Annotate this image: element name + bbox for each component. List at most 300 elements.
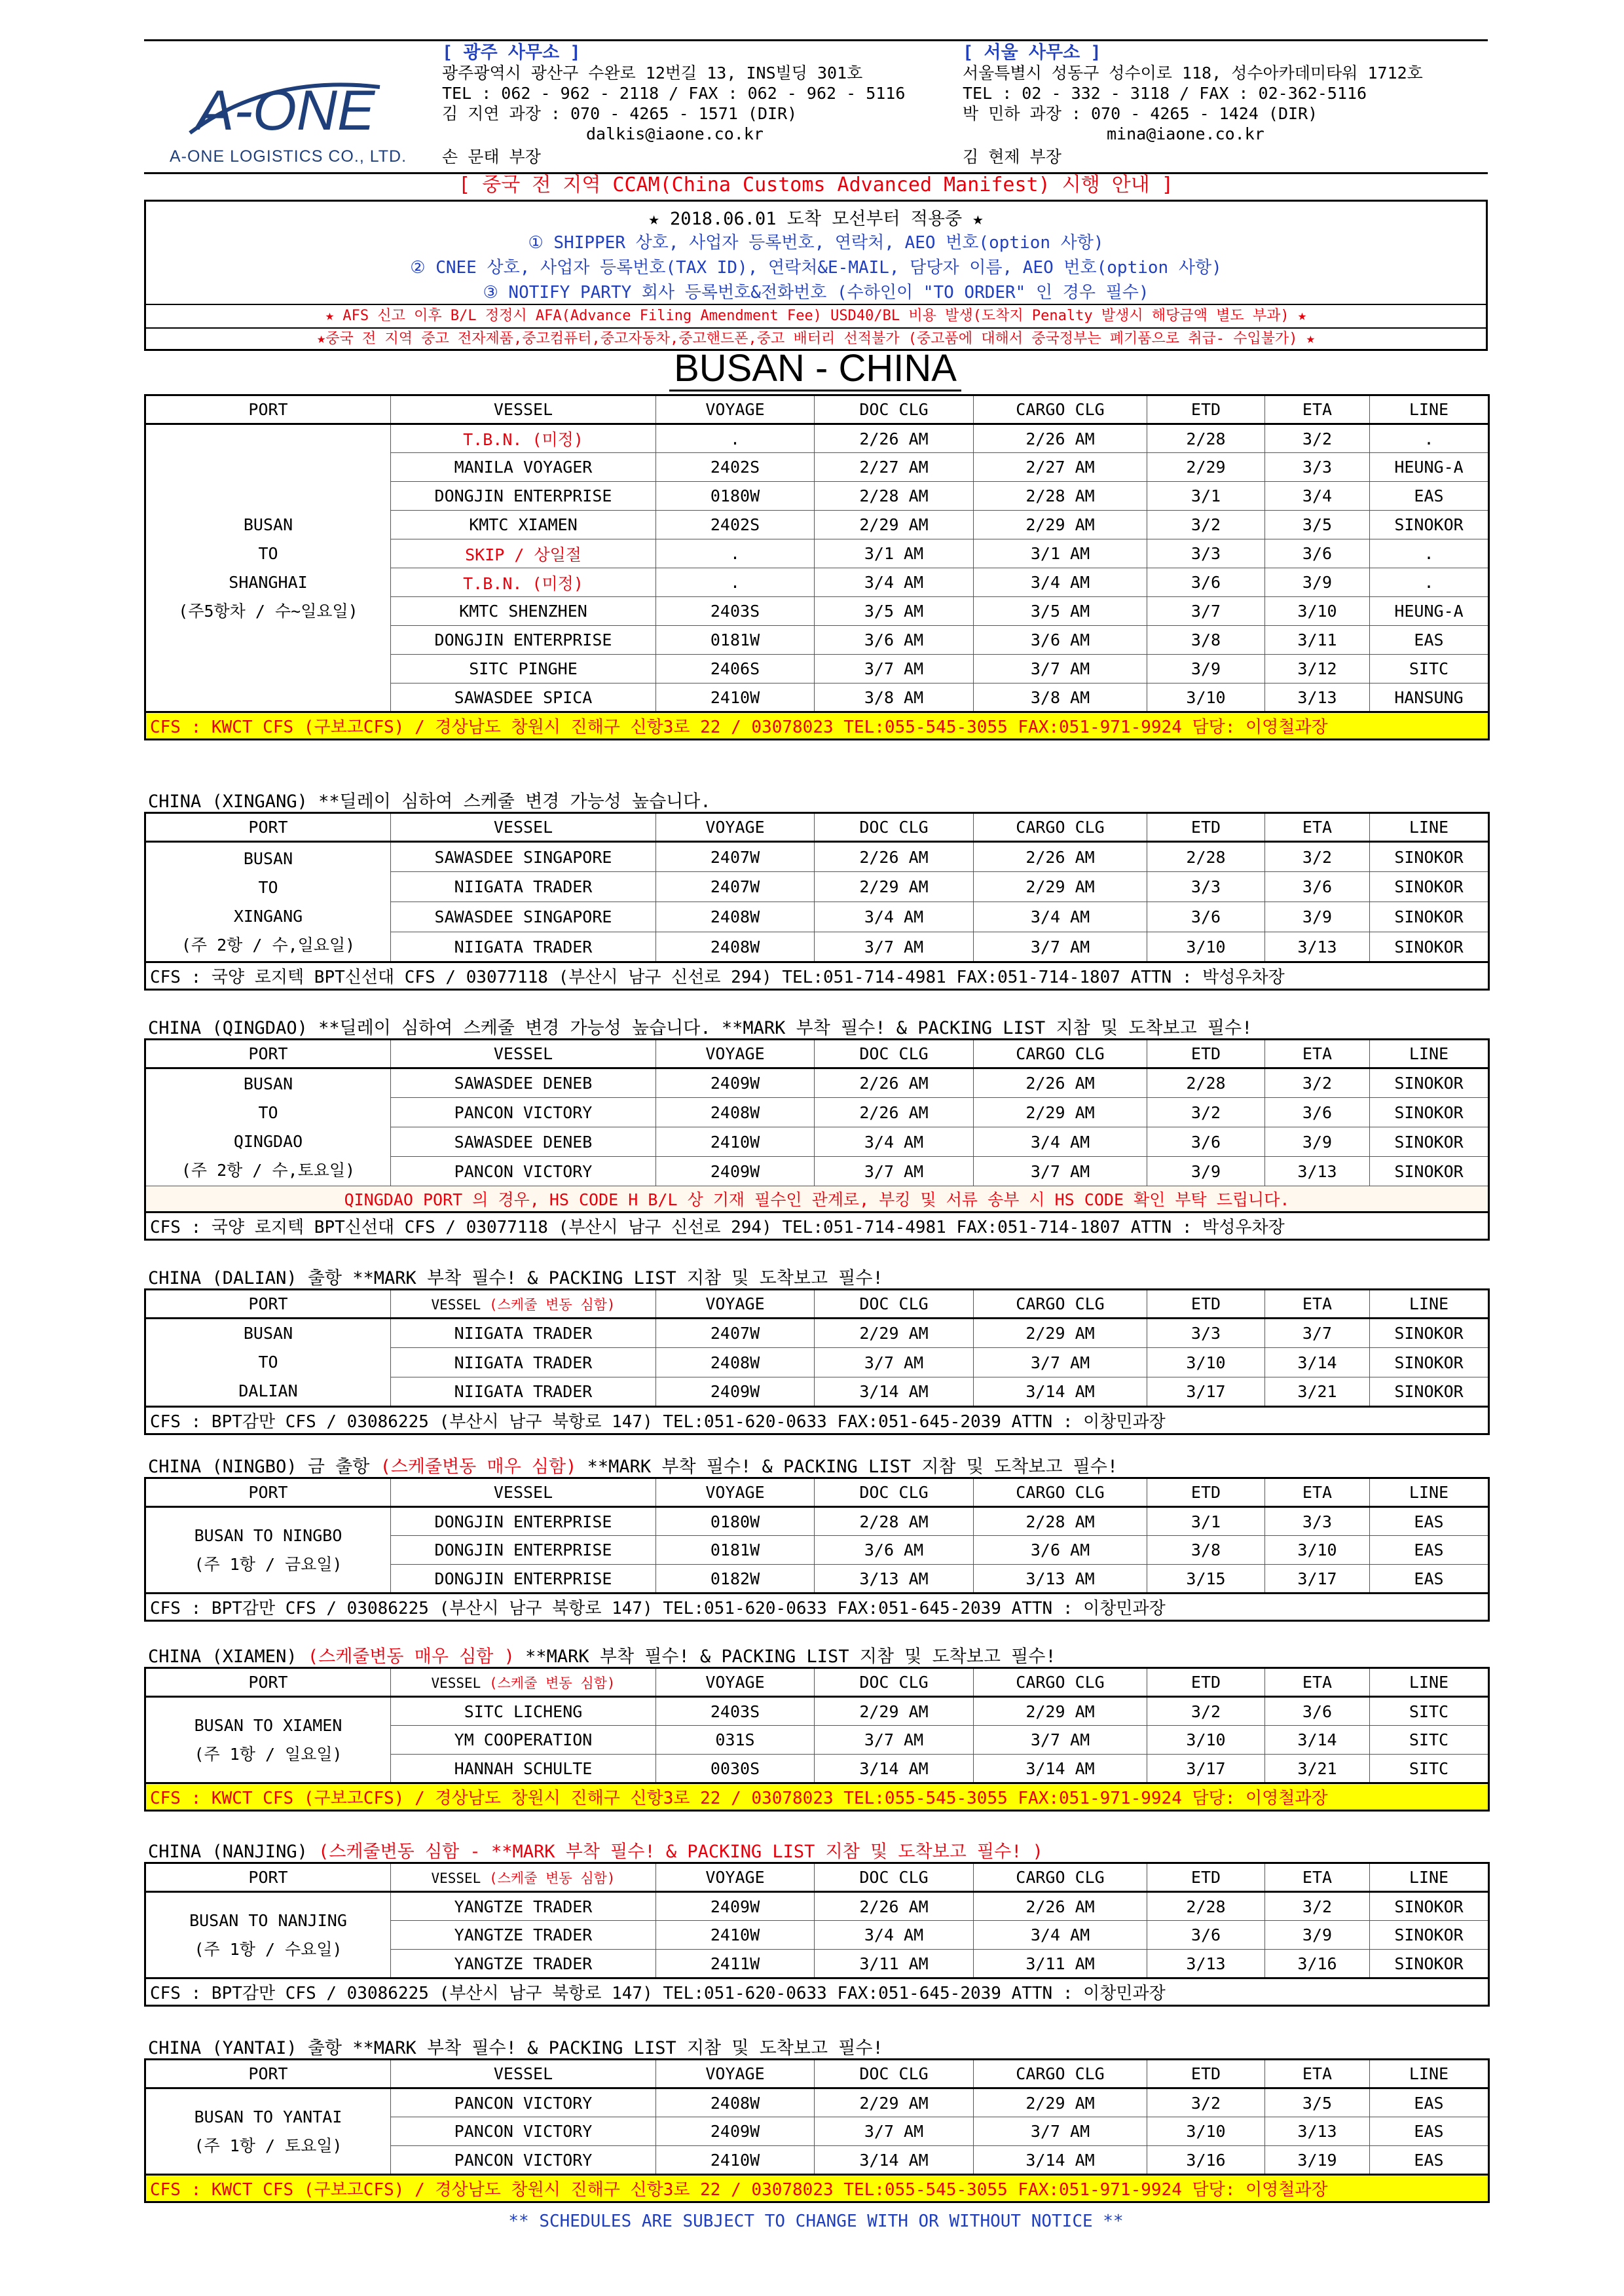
line-cell: SITC bbox=[1370, 1697, 1489, 1726]
port-line: (주 1항 / 수요일) bbox=[194, 1939, 342, 1959]
xiamen-title-warning: (스케줄변동 매우 심함 ) bbox=[307, 1647, 515, 1667]
doc-clg-cell: 2/26 AM bbox=[815, 1892, 974, 1921]
eta-cell: 3/3 bbox=[1265, 1507, 1370, 1536]
voyage-header-label: VOYAGE bbox=[705, 400, 765, 419]
etd-header bbox=[1147, 2060, 1265, 2088]
voyage-cell: 2409W bbox=[656, 1068, 815, 1098]
doc-clg-cell: 2/26 AM bbox=[815, 1098, 974, 1127]
line-header bbox=[1370, 813, 1489, 842]
eta-cell: 3/4 bbox=[1265, 482, 1370, 511]
line-header bbox=[1370, 2060, 1489, 2088]
cargo-clg-cell: 3/4 AM bbox=[974, 568, 1147, 597]
etd-cell: 3/2 bbox=[1147, 1697, 1265, 1726]
cargo-clg-cell: 3/7 AM bbox=[974, 932, 1147, 962]
port-line: (주 1항 / 일요일) bbox=[194, 1744, 342, 1764]
vessel-cell: SAWASDEE SPICA bbox=[391, 683, 656, 712]
etd-cell: 3/6 bbox=[1147, 1127, 1265, 1157]
etd-cell: 3/10 bbox=[1147, 2117, 1265, 2146]
cargo-clg-cell: 3/7 AM bbox=[974, 1726, 1147, 1755]
etd-cell: 3/6 bbox=[1147, 1921, 1265, 1950]
voyage-cell: 0030S bbox=[656, 1755, 815, 1783]
vessel-cell: SKIP / 상일절 bbox=[391, 539, 656, 568]
vessel-cell: HANNAH SCHULTE bbox=[391, 1755, 656, 1783]
voyage-header-label: VOYAGE bbox=[705, 1294, 765, 1313]
etd-cell: 3/7 bbox=[1147, 597, 1265, 626]
hs-code-warning-row bbox=[145, 1186, 1489, 1212]
vessel-header-label: VESSEL bbox=[493, 818, 553, 837]
line-cell: EAS bbox=[1370, 1536, 1489, 1565]
cargo-clg-cell: 2/29 AM bbox=[974, 1098, 1147, 1127]
voyage-cell: 2407W bbox=[656, 1319, 815, 1348]
line-header-label: LINE bbox=[1409, 2064, 1449, 2083]
cfs-info: CFS : 국양 로지텍 BPT신선대 CFS / 03077118 (부산시 남구 신선로 294) TEL:051-714-4981 FAX:051-714-1807 ATTN : 박성우차장 bbox=[145, 962, 1489, 990]
etd-cell: 3/6 bbox=[1147, 902, 1265, 932]
xingang-section-title: CHINA (XINGANG) **딜레이 심하여 스케줄 변경 가능성 높습니다. bbox=[148, 792, 711, 812]
gwangju-contact: 김 지연 과장 : 070 - 4265 - 1571 (DIR) bbox=[442, 104, 798, 123]
eta-cell: 3/9 bbox=[1265, 902, 1370, 932]
seoul-email[interactable]: mina@iaone.co.kr bbox=[1107, 124, 1264, 143]
port-line: (주 1항 / 토요일) bbox=[194, 2136, 342, 2155]
eta-cell: 3/9 bbox=[1265, 1921, 1370, 1950]
doc-clg-cell: 3/14 AM bbox=[815, 1755, 974, 1783]
nanjing-section-title bbox=[148, 1837, 1043, 1863]
cargo-clg-cell: 2/29 AM bbox=[974, 1697, 1147, 1726]
eta-cell: 3/17 bbox=[1265, 1565, 1370, 1594]
port-cell bbox=[145, 842, 391, 962]
vessel-cell: SAWASDEE DENEB bbox=[391, 1127, 656, 1157]
vessel-header-note: (스케줄 변동 심함) bbox=[481, 1675, 616, 1691]
seoul-office bbox=[963, 43, 1423, 167]
port-header-label: PORT bbox=[248, 400, 288, 419]
cargo-clg-header bbox=[974, 1863, 1147, 1892]
eta-cell: 3/2 bbox=[1265, 424, 1370, 453]
etd-cell: 3/2 bbox=[1147, 1098, 1265, 1127]
port-line: SHANGHAI bbox=[229, 572, 308, 592]
line-cell: SITC bbox=[1370, 1726, 1489, 1755]
ningbo-schedule-table bbox=[144, 1477, 1490, 1622]
company-logo bbox=[144, 61, 432, 172]
voyage-cell: . bbox=[656, 539, 815, 568]
header-row bbox=[145, 1290, 1489, 1319]
etd-header-label: ETD bbox=[1190, 818, 1221, 837]
cfs-row bbox=[145, 1212, 1489, 1240]
voyage-cell: 2402S bbox=[656, 453, 815, 482]
vessel-header-note: (스케줄 변동 심함) bbox=[481, 1870, 616, 1886]
vessel-cell: SAWASDEE SINGAPORE bbox=[391, 842, 656, 872]
cargo-clg-cell: 2/28 AM bbox=[974, 482, 1147, 511]
etd-header-label: ETD bbox=[1190, 1294, 1221, 1313]
doc-clg-header bbox=[815, 1478, 974, 1507]
etd-cell: 3/1 bbox=[1147, 1507, 1265, 1536]
eta-header bbox=[1265, 813, 1370, 842]
line-cell: SINOKOR bbox=[1370, 1921, 1489, 1950]
cfs-info: CFS : KWCT CFS (구보고CFS) / 경상남도 창원시 진해구 신항3로 22 / 03078023 TEL:055-545-3055 FAX:051-971-9924 담당: 이영철과장 bbox=[145, 1783, 1489, 1811]
line-cell: SINOKOR bbox=[1370, 1377, 1489, 1407]
eta-cell: 3/5 bbox=[1265, 511, 1370, 539]
line-cell: HEUNG-A bbox=[1370, 597, 1489, 626]
eta-cell: 3/6 bbox=[1265, 872, 1370, 902]
vessel-header bbox=[391, 395, 656, 424]
cargo-clg-cell: 2/29 AM bbox=[974, 1319, 1147, 1348]
port-header bbox=[145, 1863, 391, 1892]
voyage-cell: 2407W bbox=[656, 842, 815, 872]
cargo-clg-header bbox=[974, 1668, 1147, 1697]
line-header bbox=[1370, 1290, 1489, 1319]
voyage-header bbox=[656, 1478, 815, 1507]
voyage-cell: 2410W bbox=[656, 2146, 815, 2175]
gwangju-office-title: [ 광주 사무소 ] bbox=[442, 43, 581, 63]
voyage-header bbox=[656, 1863, 815, 1892]
doc-clg-header bbox=[815, 2060, 974, 2088]
eta-cell: 3/14 bbox=[1265, 1726, 1370, 1755]
port-header bbox=[145, 1290, 391, 1319]
doc-clg-cell: 3/7 AM bbox=[815, 1726, 974, 1755]
voyage-cell: 031S bbox=[656, 1726, 815, 1755]
eta-header-label: ETA bbox=[1302, 2064, 1333, 2083]
line-cell: SITC bbox=[1370, 1755, 1489, 1783]
doc-clg-header-label: DOC CLG bbox=[859, 2064, 929, 2083]
etd-cell: 2/28 bbox=[1147, 1892, 1265, 1921]
line-cell: SINOKOR bbox=[1370, 1319, 1489, 1348]
vessel-cell: MANILA VOYAGER bbox=[391, 453, 656, 482]
port-cell bbox=[145, 1319, 391, 1407]
cargo-clg-cell: 3/7 AM bbox=[974, 1348, 1147, 1377]
etd-cell: 3/1 bbox=[1147, 482, 1265, 511]
vessel-cell: YANGTZE TRADER bbox=[391, 1892, 656, 1921]
voyage-header bbox=[656, 2060, 815, 2088]
cargo-clg-cell: 3/7 AM bbox=[974, 1157, 1147, 1186]
port-line: TO bbox=[258, 1103, 278, 1122]
line-cell: SINOKOR bbox=[1370, 842, 1489, 872]
nanjing-title-warning: (스케줄변동 심함 - **MARK 부착 필수! & PACKING LIST 지참 및 도착보고 필수! ) bbox=[318, 1842, 1043, 1862]
line-cell: SINOKOR bbox=[1370, 1950, 1489, 1978]
etd-cell: 3/17 bbox=[1147, 1377, 1265, 1407]
line-cell: SINOKOR bbox=[1370, 1892, 1489, 1921]
vessel-cell: DONGJIN ENTERPRISE bbox=[391, 626, 656, 655]
notice-date-line: ★ 2018.06.01 도착 모선부터 적용중 ★ bbox=[648, 209, 984, 229]
voyage-cell: 2410W bbox=[656, 1127, 815, 1157]
eta-cell: 3/16 bbox=[1265, 1950, 1370, 1978]
eta-header-label: ETA bbox=[1302, 1673, 1333, 1692]
etd-header-label: ETD bbox=[1190, 1868, 1221, 1887]
port-header bbox=[145, 1478, 391, 1507]
gwangju-email[interactable]: dalkis@iaone.co.kr bbox=[586, 124, 764, 143]
line-cell: SINOKOR bbox=[1370, 511, 1489, 539]
doc-clg-cell: 3/14 AM bbox=[815, 2146, 974, 2175]
notice-item-2: ② CNEE 상호, 사업자 등록번호(TAX ID), 연락처&E-MAIL, 담당자 이름, AEO 번호(option 사항) bbox=[410, 258, 1222, 278]
port-line: BUSAN bbox=[243, 848, 293, 868]
line-cell: EAS bbox=[1370, 482, 1489, 511]
eta-cell: 3/11 bbox=[1265, 626, 1370, 655]
vessel-cell: DONGJIN ENTERPRISE bbox=[391, 482, 656, 511]
header-row bbox=[145, 813, 1489, 842]
table-row bbox=[145, 1319, 1489, 1348]
table-row bbox=[145, 842, 1489, 872]
vessel-cell: KMTC SHENZHEN bbox=[391, 597, 656, 626]
line-cell: . bbox=[1370, 424, 1489, 453]
doc-clg-cell: 2/28 AM bbox=[815, 482, 974, 511]
notice-item-1: ① SHIPPER 상호, 사업자 등록번호, 연락처, AEO 번호(option 사항) bbox=[528, 233, 1104, 253]
vessel-header bbox=[391, 1290, 656, 1319]
cargo-clg-header-label: CARGO CLG bbox=[1016, 818, 1105, 837]
table-row bbox=[145, 1068, 1489, 1098]
etd-cell: 2/28 bbox=[1147, 1068, 1265, 1098]
etd-header bbox=[1147, 1478, 1265, 1507]
doc-clg-cell: 3/1 AM bbox=[815, 539, 974, 568]
port-header bbox=[145, 395, 391, 424]
voyage-cell: . bbox=[656, 568, 815, 597]
vessel-cell: NIIGATA TRADER bbox=[391, 872, 656, 902]
vessel-cell: KMTC XIAMEN bbox=[391, 511, 656, 539]
eta-header bbox=[1265, 1478, 1370, 1507]
vessel-cell: NIIGATA TRADER bbox=[391, 1377, 656, 1407]
hs-code-warning: QINGDAO PORT 의 경우, HS CODE H B/L 상 기재 필수인 관계로, 부킹 및 서류 송부 시 HS CODE 확인 부탁 드립니다. bbox=[145, 1186, 1489, 1212]
port-header-label: PORT bbox=[248, 1868, 288, 1887]
eta-header-label: ETA bbox=[1302, 1868, 1333, 1887]
etd-header bbox=[1147, 1863, 1265, 1892]
xingang-schedule-table bbox=[144, 812, 1490, 991]
voyage-cell: 2403S bbox=[656, 597, 815, 626]
doc-clg-cell: 3/6 AM bbox=[815, 626, 974, 655]
eta-cell: 3/13 bbox=[1265, 2117, 1370, 2146]
line-cell: EAS bbox=[1370, 1507, 1489, 1536]
line-cell: . bbox=[1370, 539, 1489, 568]
vessel-header-label: VESSEL bbox=[493, 400, 553, 419]
line-header-label: LINE bbox=[1409, 400, 1449, 419]
cargo-clg-header bbox=[974, 1040, 1147, 1068]
notice-warning-used-goods: ★중국 전 지역 중고 전자제품,중고컴퓨터,중고자동차,중고핸드폰,중고 배터리 선적불가 (중고품에 대해서 중국정부는 폐기품으로 취급- 수입불가) ★ bbox=[146, 327, 1486, 350]
cargo-clg-cell: 3/14 AM bbox=[974, 1377, 1147, 1407]
etd-cell: 3/2 bbox=[1147, 511, 1265, 539]
vessel-header-note: (스케줄 변동 심함) bbox=[481, 1296, 616, 1313]
vessel-header-label: VESSEL bbox=[431, 1870, 481, 1886]
line-header bbox=[1370, 1863, 1489, 1892]
doc-clg-header bbox=[815, 1863, 974, 1892]
line-header-label: LINE bbox=[1409, 1868, 1449, 1887]
voyage-header bbox=[656, 1040, 815, 1068]
cargo-clg-cell: 3/4 AM bbox=[974, 902, 1147, 932]
line-cell: EAS bbox=[1370, 2088, 1489, 2117]
etd-header-label: ETD bbox=[1190, 400, 1221, 419]
vessel-cell: DONGJIN ENTERPRISE bbox=[391, 1565, 656, 1594]
etd-cell: 3/3 bbox=[1147, 872, 1265, 902]
line-cell: SINOKOR bbox=[1370, 1068, 1489, 1098]
etd-cell: 3/9 bbox=[1147, 655, 1265, 683]
port-header bbox=[145, 2060, 391, 2088]
eta-cell: 3/5 bbox=[1265, 2088, 1370, 2117]
port-cell bbox=[145, 1697, 391, 1783]
cargo-clg-cell: 2/26 AM bbox=[974, 1068, 1147, 1098]
seoul-contact: 박 민하 과장 : 070 - 4265 - 1424 (DIR) bbox=[963, 104, 1318, 123]
eta-cell: 3/10 bbox=[1265, 597, 1370, 626]
port-cell bbox=[145, 1892, 391, 1978]
etd-cell: 3/10 bbox=[1147, 1348, 1265, 1377]
port-line: BUSAN bbox=[243, 1324, 293, 1343]
header-row bbox=[145, 1668, 1489, 1697]
etd-header-label: ETD bbox=[1190, 1673, 1221, 1692]
voyage-header-label: VOYAGE bbox=[705, 2064, 765, 2083]
route-title-underline bbox=[669, 390, 961, 392]
voyage-cell: 2408W bbox=[656, 1348, 815, 1377]
cfs-info: CFS : KWCT CFS (구보고CFS) / 경상남도 창원시 진해구 신항3로 22 / 03078023 TEL:055-545-3055 FAX:051-971-9924 담당: 이영철과장 bbox=[145, 712, 1489, 740]
cargo-clg-header bbox=[974, 2060, 1147, 2088]
cargo-clg-header-label: CARGO CLG bbox=[1016, 1483, 1105, 1502]
doc-clg-cell: 2/29 AM bbox=[815, 872, 974, 902]
xiamen-title-b: **MARK 부착 필수! & PACKING LIST 지참 및 도착보고 필수! bbox=[514, 1647, 1056, 1667]
eta-cell: 3/10 bbox=[1265, 1536, 1370, 1565]
cargo-clg-cell: 2/27 AM bbox=[974, 453, 1147, 482]
doc-clg-cell: 3/13 AM bbox=[815, 1565, 974, 1594]
eta-header-label: ETA bbox=[1302, 1044, 1333, 1063]
voyage-cell: 2406S bbox=[656, 655, 815, 683]
cargo-clg-header-label: CARGO CLG bbox=[1016, 2064, 1105, 2083]
nanjing-schedule-table bbox=[144, 1862, 1490, 2007]
ningbo-section-title bbox=[148, 1452, 1118, 1478]
doc-clg-header-label: DOC CLG bbox=[859, 818, 929, 837]
vessel-cell: DONGJIN ENTERPRISE bbox=[391, 1536, 656, 1565]
cargo-clg-cell: 3/6 AM bbox=[974, 1536, 1147, 1565]
etd-header bbox=[1147, 1290, 1265, 1319]
doc-clg-header bbox=[815, 1668, 974, 1697]
line-cell: SINOKOR bbox=[1370, 1348, 1489, 1377]
etd-cell: 3/10 bbox=[1147, 683, 1265, 712]
doc-clg-header-label: DOC CLG bbox=[859, 1483, 929, 1502]
port-line: BUSAN TO XIAMEN bbox=[194, 1715, 342, 1735]
vessel-header bbox=[391, 813, 656, 842]
doc-clg-cell: 3/7 AM bbox=[815, 1348, 974, 1377]
vessel-header bbox=[391, 1040, 656, 1068]
port-line: QINGDAO bbox=[233, 1132, 303, 1151]
cargo-clg-cell: 3/8 AM bbox=[974, 683, 1147, 712]
vessel-cell: SITC PINGHE bbox=[391, 655, 656, 683]
etd-cell: 3/15 bbox=[1147, 1565, 1265, 1594]
cargo-clg-header bbox=[974, 813, 1147, 842]
vessel-header-label: VESSEL bbox=[493, 2064, 553, 2083]
vessel-cell: YM COOPERATION bbox=[391, 1726, 656, 1755]
port-line: TO bbox=[258, 877, 278, 897]
port-cell bbox=[145, 2088, 391, 2175]
voyage-cell: 2408W bbox=[656, 2088, 815, 2117]
doc-clg-cell: 3/11 AM bbox=[815, 1950, 974, 1978]
port-cell bbox=[145, 1068, 391, 1186]
vessel-header-label: VESSEL bbox=[431, 1296, 481, 1313]
vessel-header bbox=[391, 1478, 656, 1507]
port-header-label: PORT bbox=[248, 1673, 288, 1692]
xiamen-title-a: CHINA (XIAMEN) bbox=[148, 1647, 308, 1667]
etd-header-label: ETD bbox=[1190, 1483, 1221, 1502]
line-header-label: LINE bbox=[1409, 1294, 1449, 1313]
doc-clg-header-label: DOC CLG bbox=[859, 400, 929, 419]
eta-header bbox=[1265, 1863, 1370, 1892]
voyage-cell: 0180W bbox=[656, 482, 815, 511]
cfs-info: CFS : BPT감만 CFS / 03086225 (부산시 남구 북항로 147) TEL:051-620-0633 FAX:051-645-2039 ATTN : 이창민과장 bbox=[145, 1978, 1489, 2006]
vessel-cell: T.B.N. (미정) bbox=[391, 424, 656, 453]
voyage-cell: 0181W bbox=[656, 626, 815, 655]
voyage-cell: . bbox=[656, 424, 815, 453]
eta-cell: 3/13 bbox=[1265, 1157, 1370, 1186]
header-row bbox=[145, 1478, 1489, 1507]
etd-header bbox=[1147, 1668, 1265, 1697]
seoul-manager: 김 현제 부장 bbox=[963, 147, 1061, 166]
port-header bbox=[145, 1668, 391, 1697]
line-header bbox=[1370, 1040, 1489, 1068]
cargo-clg-header-label: CARGO CLG bbox=[1016, 1673, 1105, 1692]
cargo-clg-cell: 3/1 AM bbox=[974, 539, 1147, 568]
vessel-header bbox=[391, 2060, 656, 2088]
etd-cell: 3/3 bbox=[1147, 1319, 1265, 1348]
voyage-header-label: VOYAGE bbox=[705, 818, 765, 837]
line-cell: SINOKOR bbox=[1370, 872, 1489, 902]
eta-header-label: ETA bbox=[1302, 400, 1333, 419]
ningbo-title-warning: (스케줄변동 매우 심함) bbox=[380, 1457, 577, 1477]
cargo-clg-header-label: CARGO CLG bbox=[1016, 400, 1105, 419]
voyage-cell: 2403S bbox=[656, 1697, 815, 1726]
doc-clg-cell: 2/29 AM bbox=[815, 511, 974, 539]
cargo-clg-cell: 3/5 AM bbox=[974, 597, 1147, 626]
seoul-address: 서울특별시 성동구 성수이로 118, 성수아카데미타워 1712호 bbox=[963, 64, 1423, 82]
table-row bbox=[145, 1892, 1489, 1921]
xiamen-section-title bbox=[148, 1642, 1056, 1667]
doc-clg-cell: 2/27 AM bbox=[815, 453, 974, 482]
eta-cell: 3/2 bbox=[1265, 842, 1370, 872]
cargo-clg-cell: 2/29 AM bbox=[974, 511, 1147, 539]
notice-warning-afa: ★ AFS 신고 이후 B/L 정정시 AFA(Advance Filing Amendment Fee) USD40/BL 비용 발생(도착지 Penalty 발생시 해당금액 별도 부과) ★ bbox=[146, 304, 1486, 329]
cfs-row bbox=[145, 962, 1489, 990]
etd-cell: 3/10 bbox=[1147, 1726, 1265, 1755]
voyage-cell: 2409W bbox=[656, 1157, 815, 1186]
port-line: (주 1항 / 금요일) bbox=[194, 1554, 342, 1574]
line-header-label: LINE bbox=[1409, 818, 1449, 837]
doc-clg-cell: 2/28 AM bbox=[815, 1507, 974, 1536]
eta-cell: 3/21 bbox=[1265, 1755, 1370, 1783]
port-line: (주 2항 / 수,토요일) bbox=[181, 1161, 356, 1180]
eta-cell: 3/6 bbox=[1265, 539, 1370, 568]
cargo-clg-cell: 2/29 AM bbox=[974, 872, 1147, 902]
port-cell bbox=[145, 1507, 391, 1594]
eta-header bbox=[1265, 395, 1370, 424]
ningbo-title-a: CHINA (NINGBO) 금 출항 bbox=[148, 1457, 380, 1477]
cargo-clg-header bbox=[974, 1290, 1147, 1319]
etd-cell: 3/2 bbox=[1147, 2088, 1265, 2117]
port-line: BUSAN TO NANJING bbox=[189, 1910, 347, 1930]
qingdao-schedule-table bbox=[144, 1038, 1490, 1241]
doc-clg-cell: 3/7 AM bbox=[815, 932, 974, 962]
eta-cell: 3/2 bbox=[1265, 1892, 1370, 1921]
header-row bbox=[145, 395, 1489, 424]
port-line: DALIAN bbox=[238, 1381, 298, 1400]
ccam-notice-title: [ 중국 전 지역 CCAM(China Customs Advanced Manifest) 시행 안내 ] bbox=[458, 173, 1173, 196]
voyage-header bbox=[656, 1668, 815, 1697]
line-cell: SINOKOR bbox=[1370, 1127, 1489, 1157]
etd-cell: 3/8 bbox=[1147, 1536, 1265, 1565]
vessel-header bbox=[391, 1863, 656, 1892]
voyage-cell: 2409W bbox=[656, 2117, 815, 2146]
eta-cell: 3/19 bbox=[1265, 2146, 1370, 2175]
notice-item-3: ③ NOTIFY PARTY 회사 등록번호&전화번호 (수하인이 "TO ORDER" 인 경우 필수) bbox=[483, 283, 1149, 302]
doc-clg-cell: 3/7 AM bbox=[815, 655, 974, 683]
vessel-cell: SAWASDEE DENEB bbox=[391, 1068, 656, 1098]
etd-header-label: ETD bbox=[1190, 2064, 1221, 2083]
eta-cell: 3/3 bbox=[1265, 453, 1370, 482]
doc-clg-cell: 3/4 AM bbox=[815, 568, 974, 597]
line-cell: EAS bbox=[1370, 626, 1489, 655]
dalian-section-title: CHINA (DALIAN) 출항 **MARK 부착 필수! & PACKING LIST 지참 및 도착보고 필수! bbox=[148, 1268, 883, 1288]
vessel-cell: T.B.N. (미정) bbox=[391, 568, 656, 597]
eta-header-label: ETA bbox=[1302, 1483, 1333, 1502]
etd-header bbox=[1147, 813, 1265, 842]
dalian-schedule-table bbox=[144, 1288, 1490, 1435]
voyage-cell: 2410W bbox=[656, 683, 815, 712]
